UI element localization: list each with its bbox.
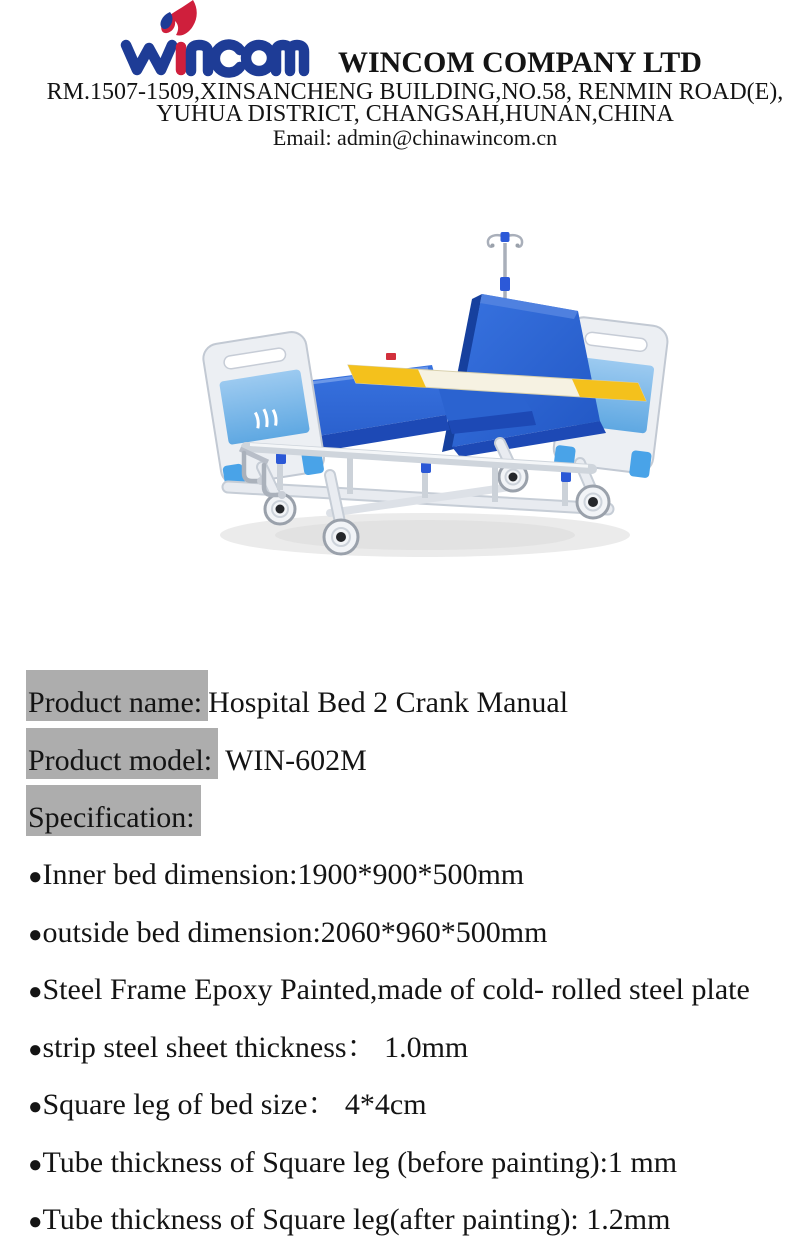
product-model-value: WIN-602M [218, 744, 367, 777]
spec-item-square-leg-size [28, 1088, 427, 1124]
spec-text: Square leg of bed size： 4*4cm [42, 1088, 427, 1121]
spec-text: Inner bed dimension:1900*900*500mm [42, 858, 525, 891]
spec-item-inner-dimension [28, 858, 524, 894]
product-model-label: Product model: [26, 728, 218, 779]
spec-text: strip steel sheet thickness： 1.0mm [42, 1031, 469, 1064]
spec-item-strip-thickness [28, 1031, 468, 1067]
logo-letters [126, 45, 304, 73]
spec-item-steel-frame [28, 973, 750, 1009]
product-model-row [26, 744, 367, 778]
bullet-icon: ● [28, 922, 43, 948]
specification-label: Specification: [26, 785, 201, 836]
product-name-row [26, 686, 568, 720]
company-name: WINCOM COMPANY LTD [338, 46, 702, 79]
bullet-icon: ● [28, 1037, 43, 1063]
product-photo [180, 215, 680, 585]
bullet-icon: ● [28, 1209, 43, 1235]
bullet-icon: ● [28, 979, 43, 1005]
email-line: Email: admin@chinawincom.cn [272, 125, 558, 150]
bullet-icon: ● [28, 1094, 43, 1120]
wincom-logo [118, 0, 338, 80]
spec-item-tube-after-painting [28, 1203, 670, 1239]
bullet-icon: ● [28, 1152, 43, 1178]
flame-icon [160, 0, 196, 36]
bullet-icon: ● [28, 864, 43, 890]
hospital-bed-image [180, 215, 680, 585]
wincom-logo-icon [118, 0, 338, 80]
spec-text: outside bed dimension:2060*960*500mm [42, 916, 548, 949]
spec-text: Steel Frame Epoxy Painted,made of cold- rolled steel plate [42, 973, 750, 1006]
spec-item-outside-dimension [28, 916, 547, 952]
address-line-2: YUHUA DISTRICT, CHANGSAH,HUNAN,CHINA [156, 101, 674, 127]
specification-row [26, 801, 201, 835]
spec-text: Tube thickness of Square leg(after painting): 1.2mm [42, 1203, 671, 1236]
product-name-value: Hospital Bed 2 Crank Manual [208, 686, 569, 719]
product-name-label: Product name: [26, 670, 208, 721]
spec-item-tube-before-painting [28, 1146, 677, 1182]
address-line-1: RM.1507-1509,XINSANCHENG BUILDING,NO.58, RENMIN ROAD(E), [46, 79, 784, 105]
spec-text: Tube thickness of Square leg (before painting):1 mm [42, 1146, 678, 1179]
